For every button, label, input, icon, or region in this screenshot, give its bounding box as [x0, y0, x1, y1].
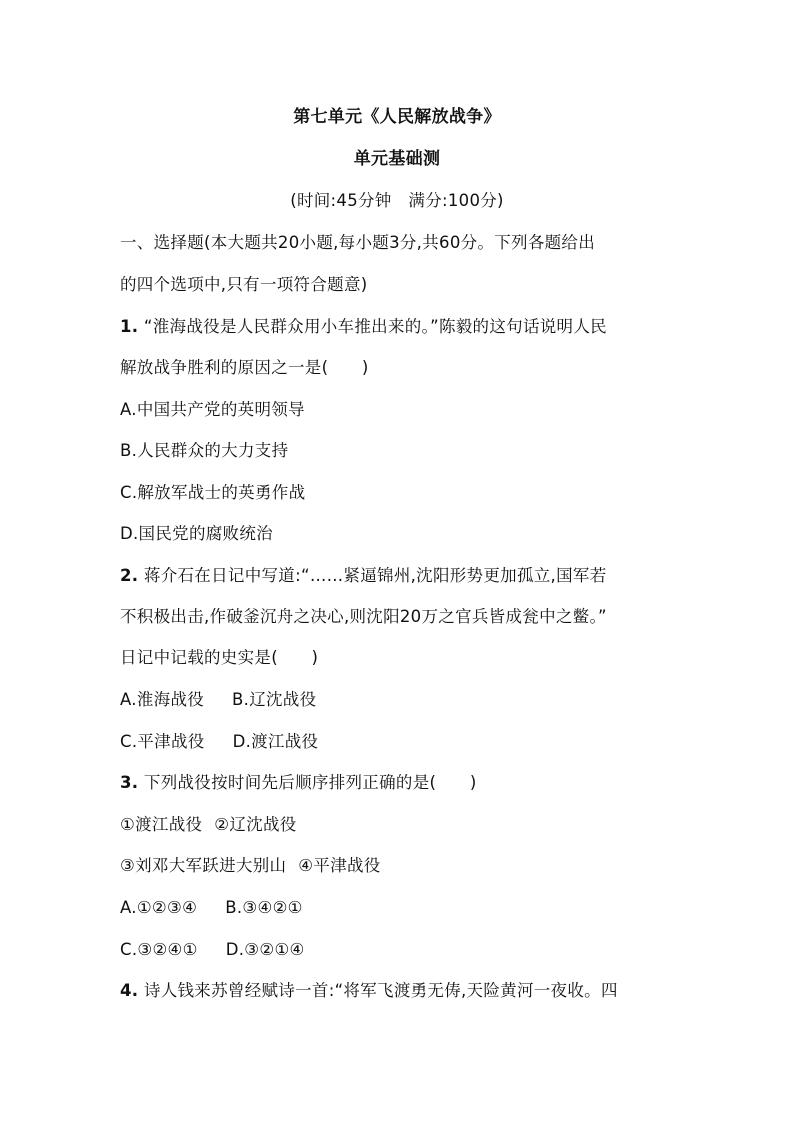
question-3-items-34	[120, 855, 680, 877]
question-3-items-12	[120, 814, 680, 836]
question-1-line-2: 解放战争胜利的原因之一是( )	[120, 358, 369, 377]
question-1-option-d: D.国民党的腐败统治	[120, 524, 273, 543]
question-2-option-b: B.辽沈战役	[232, 690, 317, 709]
question-3-item-2: ②辽沈战役	[214, 815, 297, 834]
section-heading-line-1: 一、选择题(本大题共20小题,每小题3分,共60分。下列各题给出	[120, 233, 596, 252]
section-heading-line-2: 的四个选项中,只有一项符合题意)	[120, 275, 368, 294]
question-2-number: 2.	[120, 566, 139, 585]
question-3-options-cd	[120, 939, 680, 961]
question-3-item-3: ③刘邓大军跃进大别山	[120, 856, 287, 875]
question-2-option-a: A.淮海战役	[120, 690, 205, 709]
question-2-line-3: 日记中记载的史实是( )	[120, 648, 319, 667]
question-3-options-ab	[120, 897, 680, 919]
question-2-options-cd	[120, 731, 680, 753]
question-4-number: 4.	[120, 981, 139, 1000]
question-3-option-a: A.①②③④	[120, 898, 198, 917]
question-2-line-1	[120, 565, 680, 587]
question-2-option-d: D.渡江战役	[232, 732, 319, 751]
question-2-line-2: 不积极出击,作破釜沉舟之决心,则沈阳20万之官兵皆成瓮中之鳖。”	[120, 607, 607, 626]
question-1-text-1: “淮海战役是人民群众用小车推出来的。”陈毅的这句话说明人民	[143, 317, 607, 336]
question-2-options-ab	[120, 689, 680, 711]
question-1-option-b: B.人民群众的大力支持	[120, 441, 289, 460]
question-3-text-1: 下列战役按时间先后顺序排列正确的是( )	[143, 773, 477, 792]
question-2-option-c: C.平津战役	[120, 732, 205, 751]
question-2-text-1: 蒋介石在日记中写道:“……紧逼锦州,沈阳形势更加孤立,国军若	[143, 566, 607, 585]
question-3-option-b: B.③④②①	[225, 898, 303, 917]
question-3-line-1	[120, 772, 680, 794]
question-1-option-a: A.中国共产党的英明领导	[120, 400, 305, 419]
question-1-line-1	[120, 316, 680, 338]
question-1-option-c: C.解放军战士的英勇作战	[120, 483, 306, 502]
exam-meta: (时间:45分钟 满分:100分)	[290, 191, 504, 210]
question-3-option-d: D.③②①④	[225, 940, 305, 959]
question-3-number: 3.	[120, 773, 139, 792]
question-4-line-1	[120, 980, 680, 1002]
question-1-number: 1.	[120, 317, 139, 336]
question-4-text-1: 诗人钱来苏曾经赋诗一首:“将军飞渡勇无俦,天险黄河一夜收。四	[143, 981, 618, 1000]
page-title: 第七单元《人民解放战争》	[293, 107, 501, 127]
question-3-item-4: ④平津战役	[298, 856, 381, 875]
page-subtitle: 单元基础测	[353, 149, 441, 169]
question-3-option-c: C.③②④①	[120, 940, 198, 959]
question-3-item-1: ①渡江战役	[120, 815, 203, 834]
